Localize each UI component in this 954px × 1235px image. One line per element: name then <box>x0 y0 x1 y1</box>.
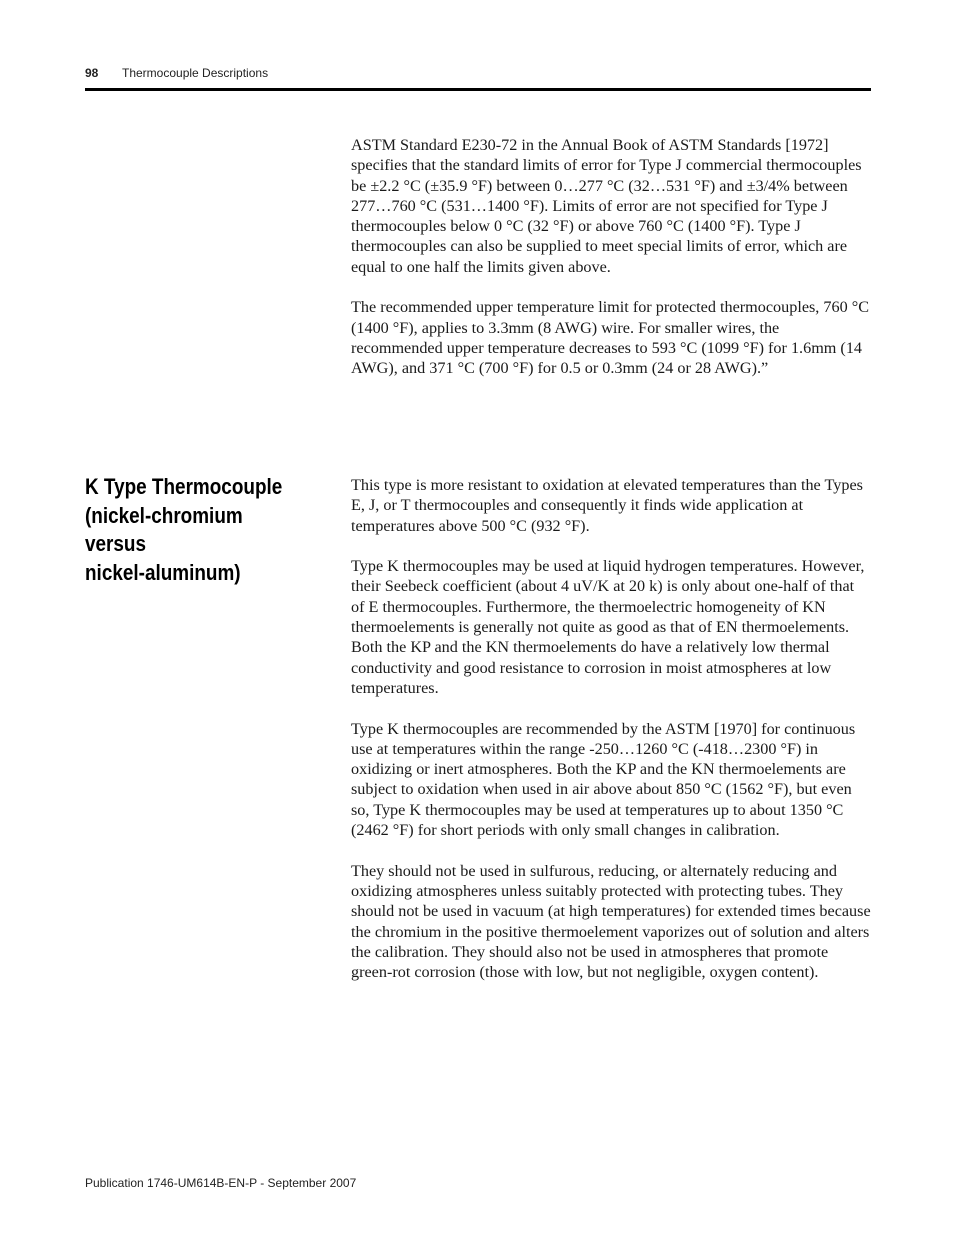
header-divider <box>85 88 871 91</box>
intro-paragraph: The recommended upper temperature limit for protected thermocouples, 760 °C (1400 °F), applies to 3.3mm (8 AWG) wire. For smaller wires, the recommended upper temperature decreases to 593 °C (1099 °F) for 1.6mm (14 AWG), and 371 °C (700 °F) for 0.5 or 0.3mm (24 or 28 AWG).” <box>351 298 869 378</box>
intro-text-block <box>351 135 871 379</box>
section-heading-k-type: K Type Thermocouple (nickel-chromium versus nickel-aluminum) <box>85 474 283 585</box>
k-type-paragraph: This type is more resistant to oxidation at elevated temperatures than the Types E, J, or T thermocouples and consequently it finds wide application at temperatures above 500 °C (932 °F). <box>351 476 863 535</box>
k-type-paragraph: They should not be used in sulfurous, reducing, or alternately reducing and oxidizing atmospheres unless suitably protected with protecting tubes. They should not be used in vacuum (at high temperatures) for extended times because the chromium in the positive thermoelement vaporizes out of solution and alters the calibration. They should also not be used in atmospheres that promote green-rot corrosion (those with low, but not negligible, oxygen content). <box>351 861 871 982</box>
page-number: 98 <box>85 66 99 80</box>
running-section-title: Thermocouple Descriptions <box>122 66 269 80</box>
page-header <box>85 66 871 80</box>
k-type-paragraph: Type K thermocouples are recommended by the ASTM [1970] for continuous use at temperatures within the range -250…1260 °C (-418…2300 °F) in oxidizing or inert atmospheres. Both the KP and the KN thermoelements are subject to oxidation when used in air above about 850 °C (1562 °F), but even so, Type K thermocouples may be used at temperatures up to about 1350 °C (2462 °F) for short periods with only small changes in calibration. <box>351 719 856 840</box>
intro-paragraph: ASTM Standard E230-72 in the Annual Book of ASTM Standards [1972] specifies that the standard limits of error for Type J commercial thermocouples be ±2.2 °C (±35.9 °F) between 0…277 °C (32…531 °F) and ±3/4% between 277…760 °C (531…1400 °F). Limits of error are not specified for Type J thermocouples below 0 °C (32 °F) or above 760 °C (1400 °F). Type J thermocouples can also be supplied to meet special limits of error, which are equal to one half the limits given above. <box>351 136 862 276</box>
page-footer: Publication 1746-UM614B-EN-P - September 2007 <box>85 1176 357 1190</box>
k-type-text-block <box>351 475 871 982</box>
k-type-paragraph: Type K thermocouples may be used at liquid hydrogen temperatures. However, their Seebeck coefficient (about 4 uV/K at 20 k) is only about one-half of that of E thermocouples. Furthermore, the thermoelectric homogeneity of KN thermoelements is generally not quite as good as that of EN thermoelements. Both the KP and the KN thermoelements do have a relatively low thermal conductivity and good resistance to corrosion in moist atmospheres at low temperatures. <box>351 557 865 697</box>
